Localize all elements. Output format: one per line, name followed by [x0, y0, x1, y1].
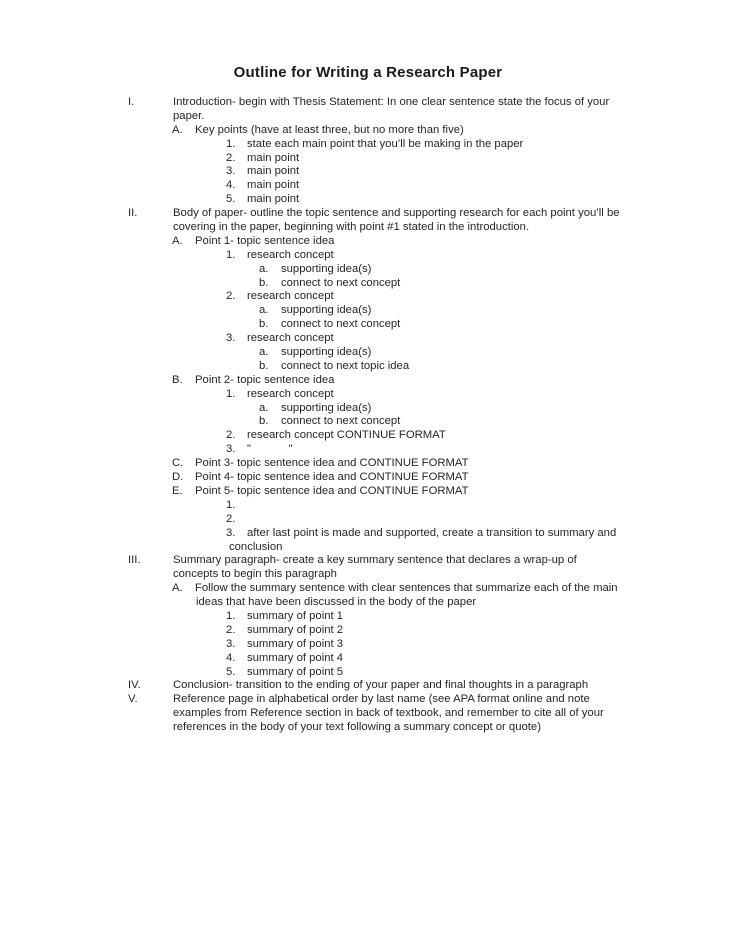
outline-line: [0, 374, 736, 388]
outline-text: summary of point 4: [247, 651, 344, 664]
outline-line: [0, 179, 736, 193]
outline-line: [0, 666, 736, 680]
outline-text: supporting idea(s): [281, 304, 372, 317]
outline-marker: A.: [172, 582, 183, 595]
outline-text: Point 5- topic sentence idea and CONTINUE FORMAT: [195, 484, 469, 497]
outline-line: [0, 96, 736, 110]
outline-line: [0, 527, 736, 541]
outline-line: [0, 221, 736, 235]
outline-text: paper.: [173, 109, 205, 122]
outline-line: [0, 610, 736, 624]
outline-line: [0, 513, 736, 527]
outline-text: research concept: [247, 248, 334, 261]
outline-text: research concept: [247, 387, 334, 400]
outline-marker: 5.: [226, 193, 236, 206]
page-title: Outline for Writing a Research Paper: [233, 64, 503, 81]
outline-marker: 1.: [226, 609, 236, 622]
outline-marker: 2.: [226, 512, 236, 525]
outline-line: [0, 346, 736, 360]
outline-text: main point: [247, 193, 300, 206]
outline-marker: 2.: [226, 290, 236, 303]
outline-text: connect to next topic idea: [281, 359, 410, 372]
outline-text: Reference page in alphabetical order by last name (see APA format online and note: [173, 693, 590, 706]
outline-text: main point: [247, 179, 300, 192]
outline-line: [0, 596, 736, 610]
outline-marker: a.: [259, 346, 269, 359]
outline-text: Conclusion- transition to the ending of your paper and final thoughts in a paragraph: [173, 679, 589, 692]
outline-line: [0, 165, 736, 179]
outline-line: [0, 541, 736, 555]
outline-line: [0, 388, 736, 402]
outline-text: Introduction- begin with Thesis Statement: In one clear sentence state the focus of your: [173, 96, 610, 108]
outline-text: summary of point 3: [247, 637, 344, 650]
outline-marker: II.: [128, 207, 138, 220]
outline-text: after last point is made and supported, create a transition to summary and: [247, 526, 617, 539]
outline-marker: a.: [259, 401, 269, 414]
outline-line: [0, 138, 736, 152]
outline-line: [0, 110, 736, 124]
outline-marker: 3.: [226, 526, 236, 539]
outline-line: [0, 554, 736, 568]
outline-text: ideas that have been discussed in the body of the paper: [196, 596, 477, 609]
outline-line: [0, 152, 736, 166]
outline-text: Point 4- topic sentence idea and CONTINUE FORMAT: [195, 471, 469, 484]
outline-marker: C.: [172, 457, 184, 470]
outline-marker: b.: [259, 415, 269, 428]
outline-line: [0, 332, 736, 346]
outline-line: [0, 290, 736, 304]
outline-text: Point 3- topic sentence idea and CONTINUE FORMAT: [195, 457, 469, 470]
outline-marker: D.: [172, 471, 184, 484]
outline-text: summary of point 1: [247, 609, 344, 622]
outline-line: [0, 471, 736, 485]
outline-marker: IV.: [128, 679, 141, 692]
outline-marker: E.: [172, 484, 183, 497]
outline-body: [0, 96, 736, 735]
outline-line: [0, 263, 736, 277]
outline-line: [0, 304, 736, 318]
outline-marker: b.: [259, 276, 269, 289]
outline-line: [0, 568, 736, 582]
outline-marker: 5.: [226, 665, 236, 678]
outline-text: " ": [247, 443, 293, 456]
outline-marker: 3.: [226, 637, 236, 650]
outline-line: [0, 207, 736, 221]
outline-text: Summary paragraph- create a key summary sentence that declares a wrap-up of: [173, 554, 577, 567]
outline-marker: 1.: [226, 248, 236, 261]
outline-line: [0, 235, 736, 249]
outline-marker: a.: [259, 262, 269, 275]
outline-text: supporting idea(s): [281, 401, 372, 414]
outline-text: summary of point 5: [247, 665, 344, 678]
outline-text: Key points (have at least three, but no more than five): [195, 123, 464, 136]
outline-marker: 4.: [226, 651, 236, 664]
outline-line: [0, 485, 736, 499]
outline-line: [0, 402, 736, 416]
outline-text: research concept CONTINUE FORMAT: [247, 429, 446, 442]
outline-line: [0, 249, 736, 263]
outline-line: [0, 638, 736, 652]
outline-line: [0, 360, 736, 374]
outline-line: [0, 707, 736, 721]
outline-line: [0, 457, 736, 471]
outline-marker: III.: [128, 554, 141, 567]
outline-marker: 1.: [226, 498, 236, 511]
outline-text: concepts to begin this paragraph: [173, 568, 337, 581]
outline-line: [0, 429, 736, 443]
outline-text: research concept: [247, 290, 334, 303]
outline-marker: A.: [172, 123, 183, 136]
outline-marker: b.: [259, 318, 269, 331]
outline-text: main point: [247, 165, 300, 178]
outline-marker: B.: [172, 373, 183, 386]
outline-text: supporting idea(s): [281, 262, 372, 275]
outline-marker: V.: [128, 693, 138, 706]
outline-marker: 4.: [226, 179, 236, 192]
outline-marker: 3.: [226, 165, 236, 178]
outline-text: covering in the paper, beginning with point #1 stated in the introduction.: [173, 221, 530, 234]
outline-line: [0, 499, 736, 513]
outline-line: [0, 124, 736, 138]
outline-marker: 2.: [226, 623, 236, 636]
outline-text: Point 2- topic sentence idea: [195, 373, 335, 386]
outline-text: research concept: [247, 332, 334, 345]
outline-line: [0, 443, 736, 457]
outline-line: [0, 415, 736, 429]
outline-text: Follow the summary sentence with clear sentences that summarize each of the main: [195, 582, 618, 595]
outline-marker: A.: [172, 234, 183, 247]
outline-text: Body of paper- outline the topic sentence and supporting research for each point you’ll be: [173, 207, 620, 220]
outline-text: Point 1- topic sentence idea: [195, 234, 335, 247]
outline-text: summary of point 2: [247, 623, 344, 636]
outline-text: connect to next concept: [281, 415, 401, 428]
outline-text: conclusion: [229, 540, 283, 553]
outline-marker: 3.: [226, 443, 236, 456]
outline-text: connect to next concept: [281, 318, 401, 331]
outline-marker: 1.: [226, 387, 236, 400]
outline-line: [0, 277, 736, 291]
outline-line: [0, 624, 736, 638]
outline-marker: 3.: [226, 332, 236, 345]
outline-marker: I.: [128, 96, 135, 108]
outline-text: examples from Reference section in back of textbook, and remember to cite all of your: [173, 707, 604, 720]
outline-line: [0, 693, 736, 707]
outline-line: [0, 679, 736, 693]
outline-text: state each main point that you’ll be making in the paper: [247, 137, 524, 150]
outline-marker: 1.: [226, 137, 236, 150]
outline-text: connect to next concept: [281, 276, 401, 289]
outline-text: references in the body of your text following a summary concept or quote): [173, 721, 541, 734]
outline-marker: 2.: [226, 151, 236, 164]
outline-marker: a.: [259, 304, 269, 317]
outline-text: main point: [247, 151, 300, 164]
outline-marker: b.: [259, 359, 269, 372]
outline-marker: 2.: [226, 429, 236, 442]
outline-text: supporting idea(s): [281, 346, 372, 359]
outline-line: [0, 193, 736, 207]
outline-line: [0, 652, 736, 666]
outline-line: [0, 582, 736, 596]
outline-line: [0, 318, 736, 332]
outline-line: [0, 721, 736, 735]
